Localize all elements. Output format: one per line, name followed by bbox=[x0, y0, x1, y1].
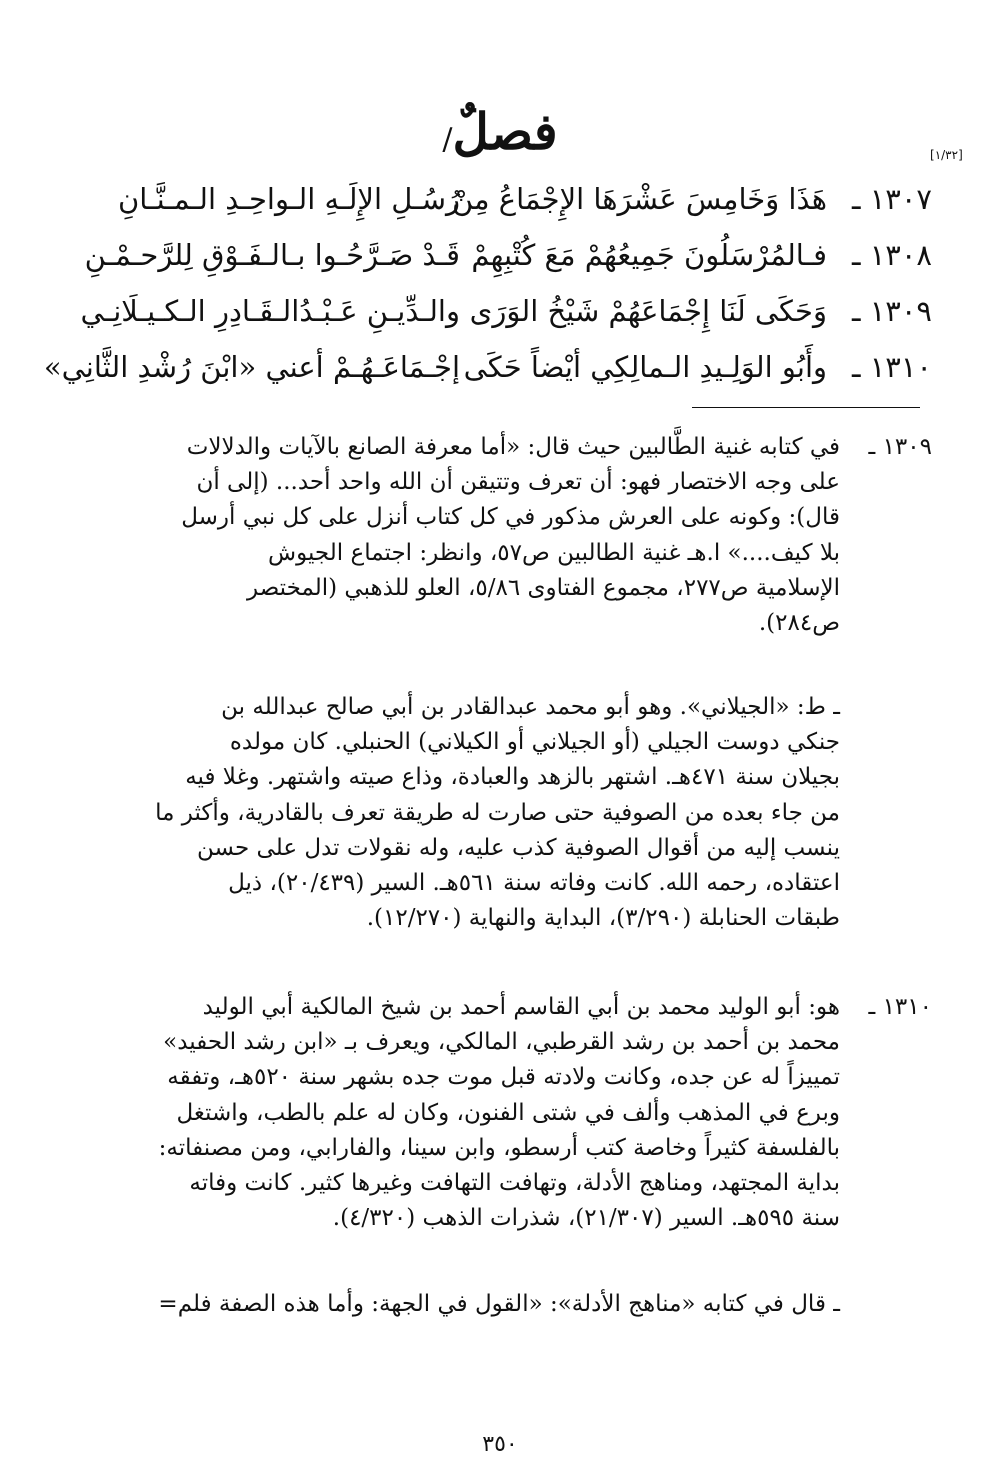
footnote-line: قال): وكونه على العرش مذكور في كل كتاب أنزل على كل نبي أرسل bbox=[181, 504, 840, 531]
section-heading bbox=[0, 102, 1000, 170]
verse-row bbox=[43, 345, 932, 389]
section-mark: / bbox=[442, 122, 453, 157]
footnote-line: في كتابه غنية الطَّالبين حيث قال: «أما معرفة الصانع بالآيات والدلالات bbox=[186, 434, 840, 460]
addendum-line: ينسب إليه من أقوال الصوفية كذب عليه، وله نقولات تدل على حسن bbox=[196, 834, 840, 861]
footnote-1310 bbox=[62, 990, 932, 1236]
footnote-number: ١٣٠٩ ـ bbox=[868, 434, 932, 460]
verse-first-hemistich: فـالمُرْسَلُونَ جَمِيعُهُمْ مَعَ كُتْبِهِمْ bbox=[471, 238, 827, 272]
verse-first-hemistich: هَذَا وَخَامِسَ عَشْرَهَا الإِجْمَاعُ مِنْ bbox=[451, 182, 827, 216]
addendum-line: ـ قال في كتابه «مناهج الأدلة»: «القول في الجهة: وأما هذه الصفة فلم= bbox=[158, 1291, 840, 1317]
footnote-1310-addendum bbox=[62, 1287, 840, 1322]
verse-number: ١٣٠٨ ـ bbox=[851, 238, 932, 272]
footnote-line: تمييزاً له عن جده، وكانت ولادته قبل موت جده بشهر سنة ٥٢٠هـ، وتفقه bbox=[167, 1064, 840, 1091]
footnote-line: بلا كيف....» ا.هـ غنية الطالبين ص٥٧، وانظر: اجتماع الجيوش bbox=[268, 539, 840, 566]
addendum-line: جنكي دوست الجيلي (أو الجيلاني أو الكيلاني) الحنبلي. كان مولده bbox=[229, 729, 840, 756]
footnote-line: هو: أبو الوليد محمد بن أبي القاسم أحمد بن شيخ المالكية أبي الوليد bbox=[202, 994, 840, 1020]
addendum-line: بجيلان سنة ٤٧١هـ. اشتهر بالزهد والعبادة، وذاع صيته واشتهر. وغلا فيه bbox=[185, 764, 840, 791]
verse-second-hemistich: والـدِّيـنِ عَـبْـدُالـقَـادِرِ الـكـيـلَانِـي bbox=[80, 294, 460, 328]
footnote-body bbox=[62, 430, 840, 641]
page-number: ٣٥٠ bbox=[482, 1432, 518, 1457]
footnote-line: على وجه الاختصار فهو: أن تعرف وتتيقن أن الله واحد أحد... (إلى أن bbox=[196, 469, 840, 496]
addendum-line: طبقات الحنابلة (٣/٢٩٠)، البداية والنهاية (١٢/٢٧٠). bbox=[366, 905, 840, 932]
footnote-1309 bbox=[62, 430, 932, 641]
addendum-line: من جاء بعده من الصوفية حتى صارت له طريقة تعرف بالقادرية، وأكثر ما bbox=[155, 799, 840, 826]
verse-first-hemistich: وَحَكَى لَنَا إِجْمَاعَهُمْ شَيْخُ الوَرَى bbox=[469, 294, 827, 328]
verse-number: ١٣١٠ ـ bbox=[851, 350, 932, 384]
verse-second-hemistich: إجْـمَاعَـهُـمْ أعني «ابْنَ رُشْدِ الثَّانِي» bbox=[43, 350, 460, 384]
footnote-number: ١٣١٠ ـ bbox=[868, 994, 932, 1020]
verse-row bbox=[60, 177, 932, 221]
footnote-line: الإسلامية ص٢٧٧، مجموع الفتاوى ٥/٨٦، العلو للذهبي (المختصر bbox=[247, 574, 840, 601]
verse-number: ١٣٠٧ ـ bbox=[851, 182, 932, 216]
verse-second-hemistich: قَـدْ صَـرَّحُـوا بـالـفَـوْقِ لِلرَّحـمْـنِ bbox=[84, 238, 460, 272]
addendum-line: ـ ط: «الجيلاني». وهو أبو محمد عبدالقادر بن أبي صالح عبدالله بن bbox=[221, 694, 840, 720]
footnote-line: بالفلسفة كثيراً وخاصة كتب أرسطو، وابن سينا، والفارابي، ومن مصنفاته: bbox=[158, 1134, 840, 1161]
verse-first-hemistich: وأَبُو الوَلِـيدِ الـمالِكِي أيْضاً حَكَى bbox=[463, 350, 827, 384]
footnote-line: محمد بن أحمد بن رشد القرطبي، المالكي، ويعرف بـ «ابن رشد الحفيد» bbox=[163, 1029, 840, 1056]
verse-row bbox=[60, 233, 932, 277]
footnote-line: وبرع في المذهب وألف في شتى الفنون، وكان له علم بالطب، واشتغل bbox=[176, 1099, 840, 1126]
footnote-1309-addendum bbox=[62, 690, 840, 936]
verse-number: ١٣٠٩ ـ bbox=[851, 294, 932, 328]
manuscript-reference: [١/٣٢] bbox=[930, 148, 963, 162]
footnote-line: بداية المجتهد، ومناهج الأدلة، وتهافت التهافت وغيرها كثير. كانت وفاته bbox=[189, 1170, 840, 1197]
footnote-line: ص٢٨٤). bbox=[758, 610, 840, 637]
footnote-body bbox=[62, 990, 840, 1236]
footnote-line: سنة ٥٩٥هـ. السير (٢١/٣٠٧)، شذرات الذهب (٤/٣٢٠). bbox=[332, 1205, 840, 1232]
verse-second-hemistich: رُسُـلِ الإِلَـهِ الـواحِـدِ الـمـنَّـانِ bbox=[118, 182, 460, 216]
addendum-line: اعتقاده، رحمه الله. كانت وفاته سنة ٥٦١هـ. السير (٢٠/٤٣٩)، ذيل bbox=[228, 870, 840, 897]
section-title: فصلٌ bbox=[452, 102, 558, 161]
verse-row bbox=[60, 289, 932, 333]
footnote-separator bbox=[692, 407, 920, 408]
